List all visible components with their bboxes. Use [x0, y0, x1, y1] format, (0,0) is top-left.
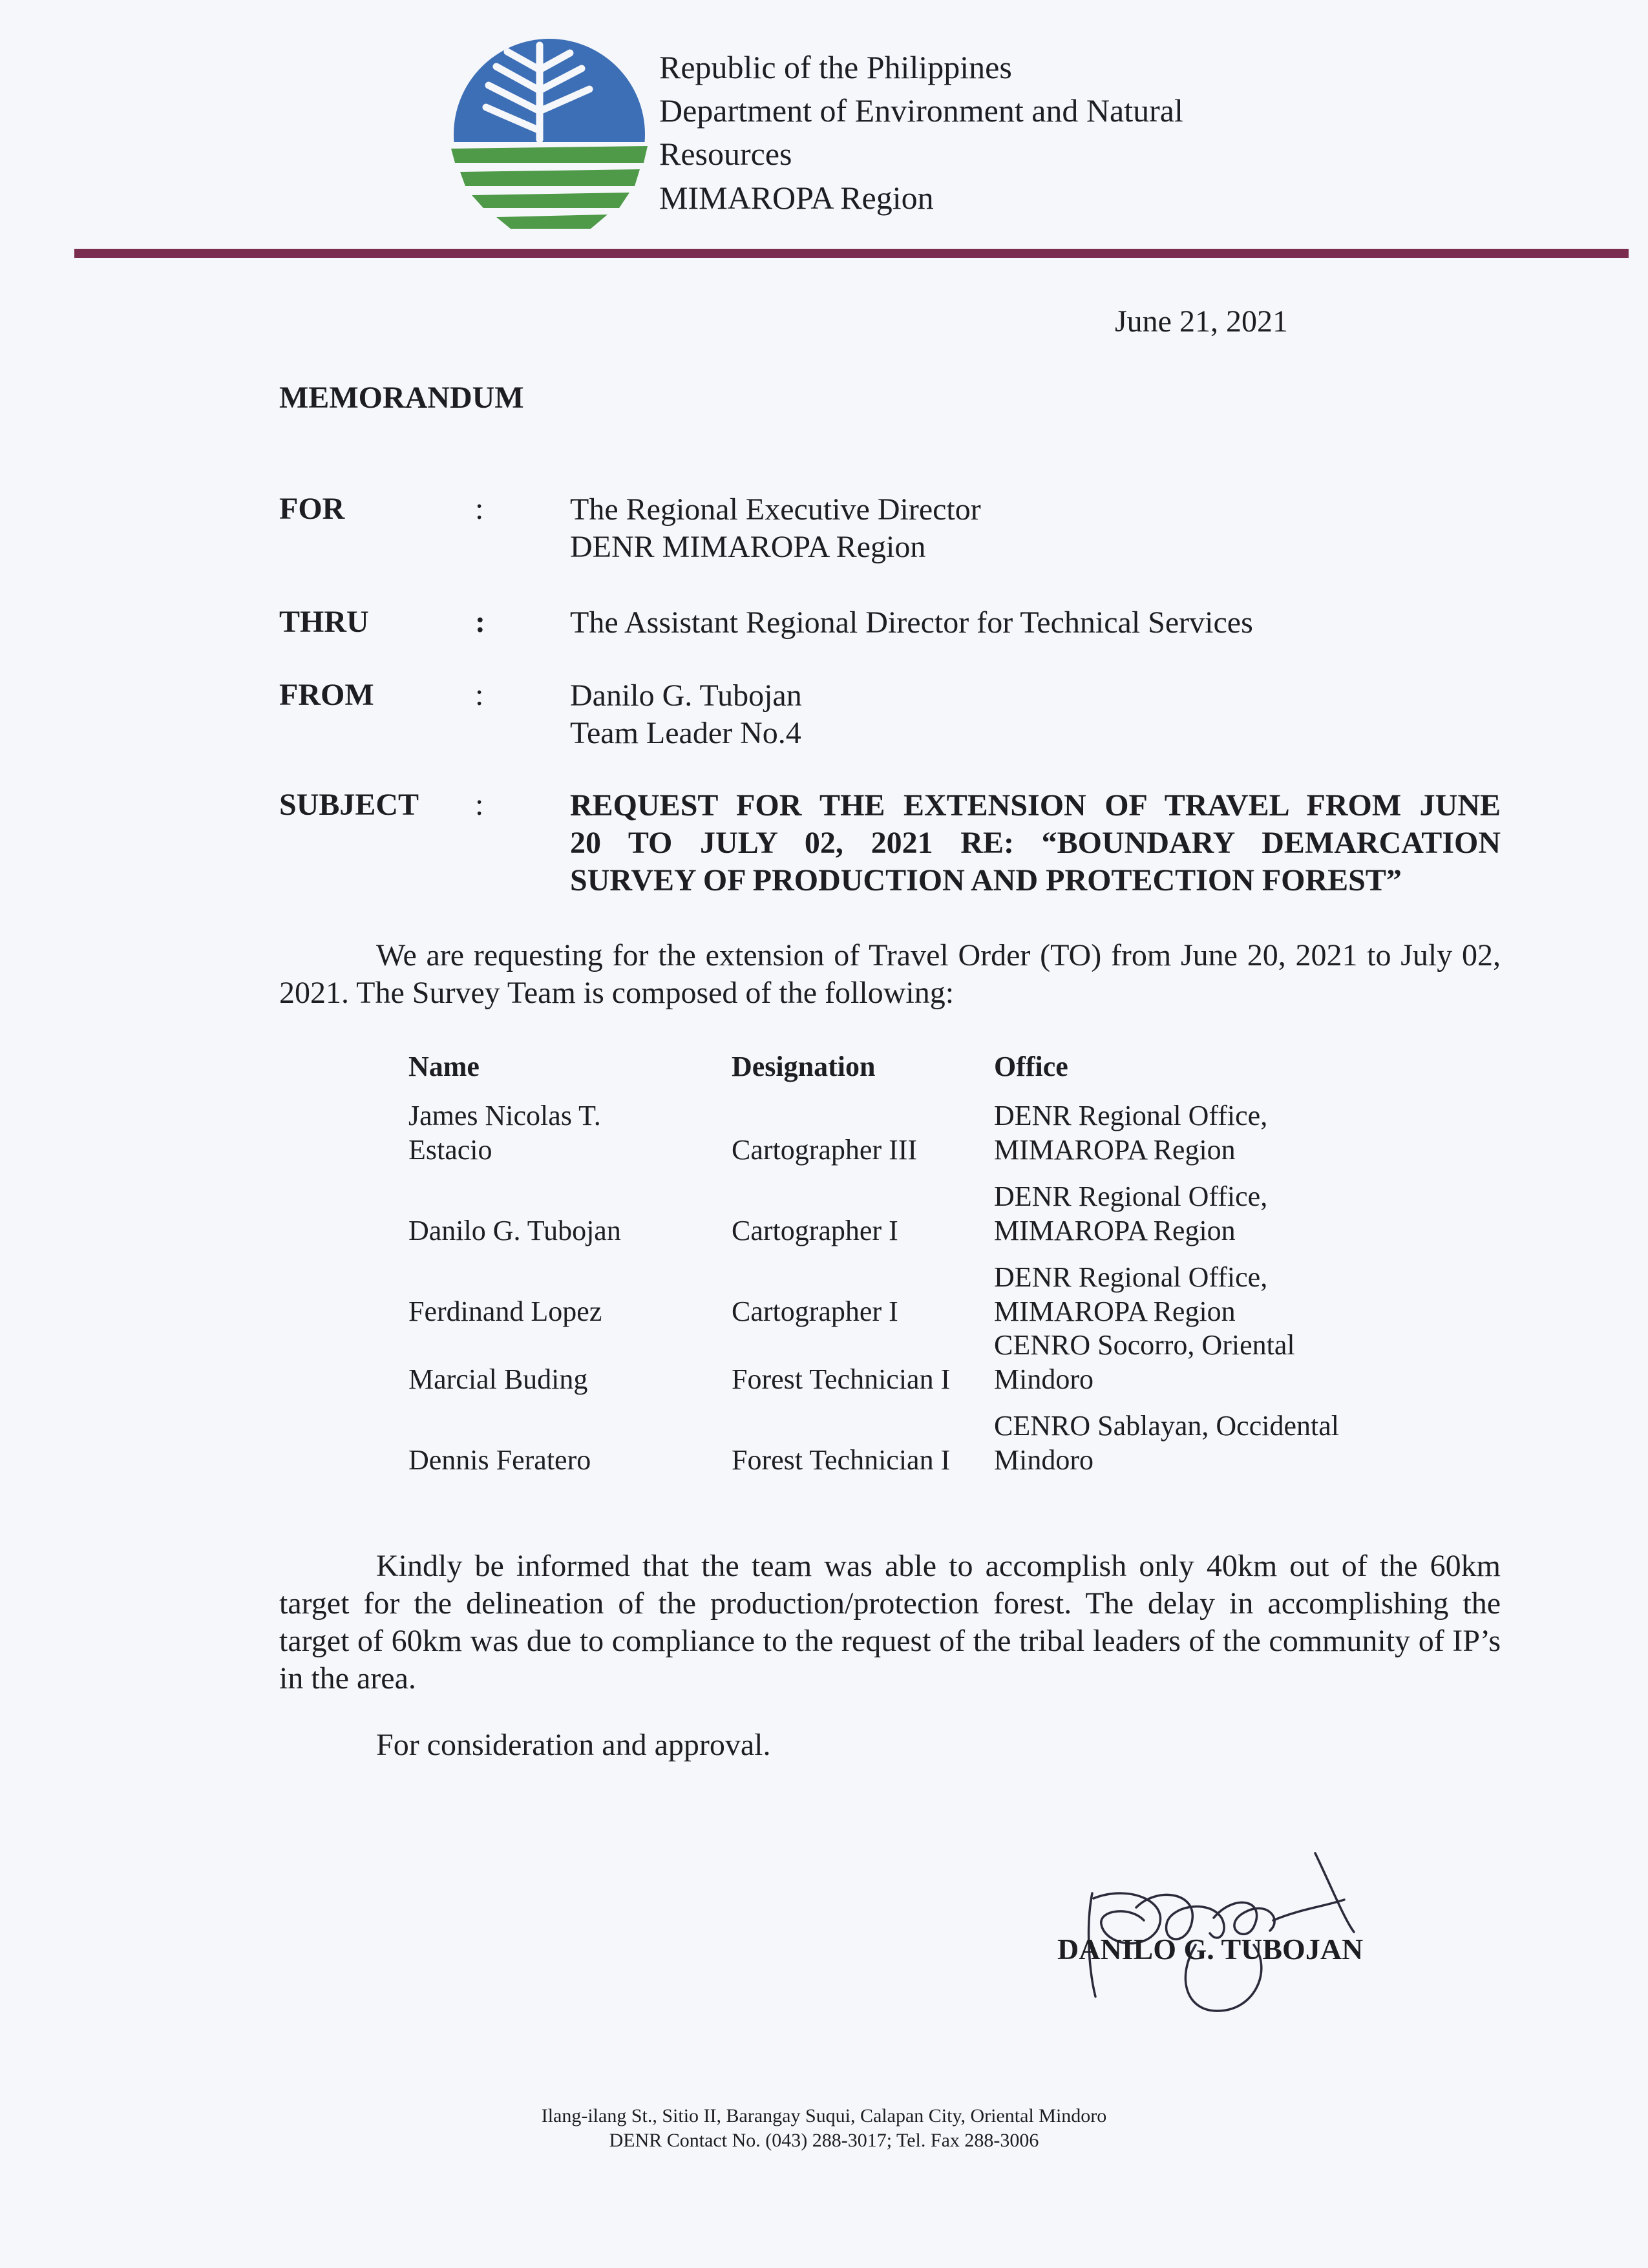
from-sender	[570, 677, 802, 752]
office-line: CENRO Sablayan, Occidental	[994, 1410, 1339, 1442]
office-line: DENR Regional Office,	[994, 1261, 1268, 1293]
letterhead-line-4: MIMAROPA Region	[659, 180, 934, 216]
from-line-1: Danilo G. Tubojan	[570, 678, 802, 713]
office-line: MIMAROPA Region	[994, 1134, 1236, 1166]
table-cell-office	[994, 1260, 1267, 1328]
table-cell-name: Marcial Buding	[408, 1363, 588, 1395]
subject-label: SUBJECT	[279, 788, 419, 822]
table-cell-office	[994, 1179, 1267, 1248]
paragraph-intro-text: We are requesting for the extension of Travel Order (TO) from June 20, 2021 to July 02, 2021. The Survey Team is composed of the following:	[279, 938, 1501, 1010]
table-cell-designation: Forest Technician I	[732, 1363, 951, 1395]
table-cell-name	[408, 1098, 601, 1167]
table-header-name: Name	[408, 1051, 480, 1082]
table-cell-designation: Cartographer III	[732, 1134, 918, 1166]
table-cell-designation: Cartographer I	[732, 1296, 898, 1327]
thru-label: THRU	[279, 605, 369, 639]
office-line: MIMAROPA Region	[994, 1215, 1236, 1246]
denr-logo-icon	[446, 31, 653, 233]
thru-line-1: The Assistant Regional Director for Technical Services	[570, 605, 1253, 640]
table-cell-designation: Forest Technician I	[732, 1444, 951, 1476]
table-cell-name: Dennis Feratero	[408, 1444, 591, 1476]
paragraph-status	[279, 1548, 1501, 1697]
office-line: DENR Regional Office,	[994, 1100, 1268, 1131]
for-recipient	[570, 491, 981, 566]
subject-line-3: SURVEY OF PRODUCTION AND PROTECTION FOREST”	[570, 863, 1402, 898]
letterhead-divider	[74, 249, 1629, 258]
for-colon: :	[475, 492, 484, 526]
office-line: Mindoro	[994, 1363, 1093, 1395]
paragraph-closing	[279, 1727, 1501, 1764]
for-label: FOR	[279, 492, 345, 526]
table-cell-office	[994, 1409, 1339, 1477]
memo-title: MEMORANDUM	[279, 381, 524, 415]
name-line: James Nicolas T.	[408, 1100, 601, 1131]
office-line: MIMAROPA Region	[994, 1296, 1236, 1327]
table-header-office: Office	[994, 1051, 1068, 1082]
letterhead-line-3: Resources	[659, 136, 792, 172]
subject-line-1: REQUEST FOR THE EXTENSION OF TRAVEL FROM JUNE	[570, 788, 1501, 823]
name-line: Estacio	[408, 1134, 492, 1166]
memo-date: June 21, 2021	[1115, 304, 1288, 339]
subject-colon: :	[475, 788, 484, 822]
paragraph-intro	[279, 937, 1501, 1012]
table-cell-designation: Cartographer I	[732, 1215, 898, 1246]
paragraph-status-text: Kindly be informed that the team was able to accomplish only 40km out of the 60km target for the delineation of the production/protection forest. The delay in accomplishing the target of 60km was due to compliance to the request of the tribal leaders of the community of IP’s in the area.	[279, 1549, 1501, 1696]
footer-address: Ilang-ilang St., Sitio II, Barangay Suqui, Calapan City, Oriental Mindoro	[541, 2105, 1107, 2126]
from-line-2: Team Leader No.4	[570, 716, 801, 750]
office-line: Mindoro	[994, 1444, 1093, 1476]
for-line-1: The Regional Executive Director	[570, 492, 981, 527]
for-line-2: DENR MIMAROPA Region	[570, 530, 926, 564]
from-label: FROM	[279, 678, 374, 712]
table-cell-name: Danilo G. Tubojan	[408, 1215, 621, 1246]
letterhead-line-2: Department of Environment and Natural	[659, 92, 1183, 129]
table-cell-office	[994, 1098, 1267, 1167]
office-line: CENRO Socorro, Oriental	[994, 1329, 1295, 1361]
subject-text	[570, 787, 1501, 899]
table-header-designation: Designation	[732, 1051, 876, 1082]
paragraph-closing-text: For consideration and approval.	[376, 1728, 771, 1762]
subject-line-2: 20 TO JULY 02, 2021 RE: “BOUNDARY DEMARCATION	[570, 826, 1501, 860]
from-colon: :	[475, 678, 484, 712]
letterhead-line-1: Republic of the Philippines	[659, 49, 1012, 85]
office-line: DENR Regional Office,	[994, 1181, 1268, 1212]
footer-contact: DENR Contact No. (043) 288-3017; Tel. Fax 288-3006	[609, 2130, 1039, 2151]
thru-colon: :	[475, 605, 485, 639]
table-cell-office	[994, 1328, 1295, 1396]
signatory-name: DANILO G. TUBOJAN	[1057, 1933, 1364, 1966]
table-cell-name: Ferdinand Lopez	[408, 1296, 602, 1327]
